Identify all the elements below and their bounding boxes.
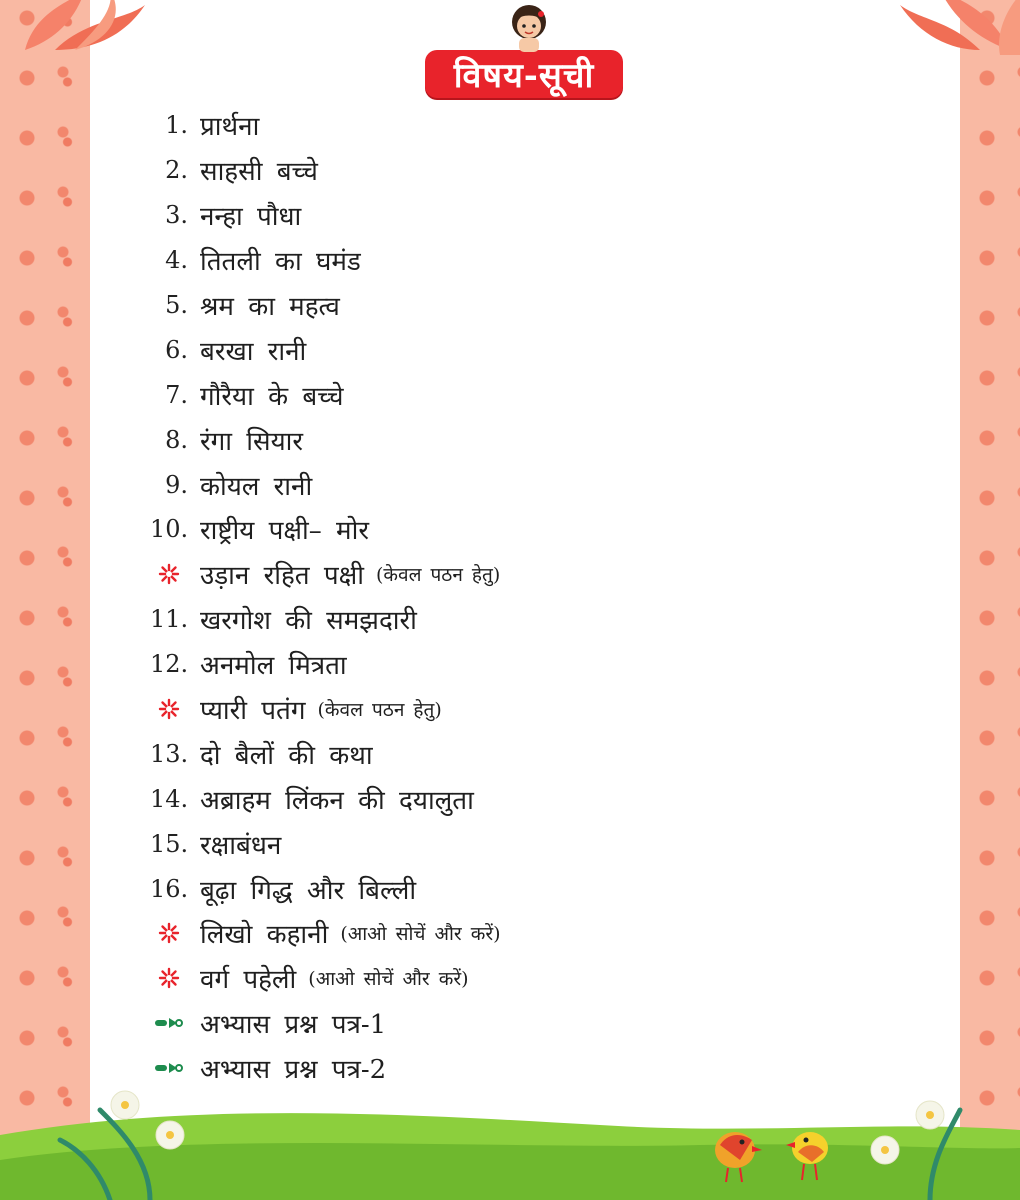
table-of-contents (150, 103, 910, 1091)
list-item (150, 417, 910, 462)
list-item (150, 552, 910, 597)
item-title: श्रम का महत्व (200, 292, 340, 322)
item-title: रक्षाबंधन (200, 830, 282, 861)
item-title: बूढ़ा गिद्ध और बिल्ली (200, 875, 417, 906)
item-title: अनमोल मित्रता (200, 651, 347, 682)
list-item (150, 866, 910, 911)
item-number: 5. (165, 291, 188, 319)
list-item (150, 642, 910, 687)
grass-ground-illustration (0, 1090, 1020, 1200)
item-number: 13. (150, 739, 189, 768)
item-title: लिखो कहानी (200, 920, 329, 951)
item-number: 16. (150, 874, 189, 903)
list-item (150, 731, 910, 776)
item-title: दो बैलों की कथा (200, 740, 373, 771)
girl-mascot-icon (505, 2, 553, 54)
list-item (150, 1046, 910, 1091)
list-item (150, 193, 910, 238)
item-note: (केवल पठन हेतु) (317, 699, 442, 722)
item-title: खरगोश की समझदारी (200, 606, 417, 637)
item-title: साहसी बच्चे (200, 157, 318, 188)
item-note: (केवल पठन हेतु) (376, 564, 501, 587)
list-item (150, 597, 910, 642)
item-title: अब्राहम लिंकन की दयालुता (200, 785, 474, 816)
page-title: विषय-सूची (425, 50, 623, 98)
asterisk-icon (150, 967, 188, 989)
item-title: प्रार्थना (200, 112, 260, 143)
asterisk-icon (150, 922, 188, 944)
list-item (150, 911, 910, 956)
item-title: वर्ग पहेली (200, 965, 297, 996)
item-number: 3. (165, 201, 188, 230)
list-item (150, 507, 910, 552)
list-item (150, 327, 910, 372)
list-item (150, 821, 910, 866)
item-number: 14. (150, 784, 189, 813)
list-item (150, 462, 910, 507)
item-title: कोयल रानी (200, 471, 313, 502)
leaf-decoration-left (15, 0, 155, 60)
list-item (150, 238, 910, 283)
item-title: नन्हा पौधा (200, 202, 302, 233)
item-title: रंगा सियार (200, 426, 304, 457)
item-number: 15. (150, 829, 189, 858)
list-item (150, 687, 910, 732)
item-number: 1. (165, 111, 188, 140)
item-note: (आओ सोचें और करें) (308, 968, 469, 991)
list-item (150, 148, 910, 193)
title-banner (425, 50, 623, 98)
item-title: अभ्यास प्रश्न पत्र-2 (200, 1055, 387, 1086)
item-number: 12. (150, 650, 189, 679)
left-dotted-border (0, 0, 90, 1200)
item-number: 7. (165, 380, 188, 409)
list-item (150, 372, 910, 417)
item-title: उड़ान रहित पक्षी (200, 561, 364, 592)
item-note: (आओ सोचें और करें) (340, 923, 501, 946)
list-item (150, 103, 910, 148)
item-title: अभ्यास प्रश्न पत्र-1 (200, 1010, 387, 1041)
leaf-decoration-right (900, 0, 1020, 60)
item-title: राष्ट्रीय पक्षी– मोर (200, 516, 369, 547)
arrow-bullet-icon (150, 1016, 188, 1030)
list-item (150, 956, 910, 1001)
item-number: 2. (165, 156, 188, 185)
item-number: 4. (165, 246, 188, 275)
right-dotted-border (960, 0, 1020, 1200)
item-title: गौरैया के बच्चे (200, 381, 344, 412)
arrow-bullet-icon (150, 1061, 188, 1075)
list-item (150, 283, 910, 328)
asterisk-icon (150, 698, 188, 720)
item-number: 8. (165, 425, 188, 454)
item-title: तितली का घमंड (200, 247, 361, 278)
item-number: 10. (150, 515, 189, 544)
item-title: प्यारी पतंग (200, 696, 306, 727)
item-number: 9. (165, 470, 188, 499)
list-item (150, 776, 910, 821)
asterisk-icon (150, 563, 188, 585)
item-number: 11. (150, 605, 189, 634)
list-item (150, 1001, 910, 1046)
item-number: 6. (165, 335, 188, 364)
item-title: बरखा रानी (200, 336, 307, 367)
